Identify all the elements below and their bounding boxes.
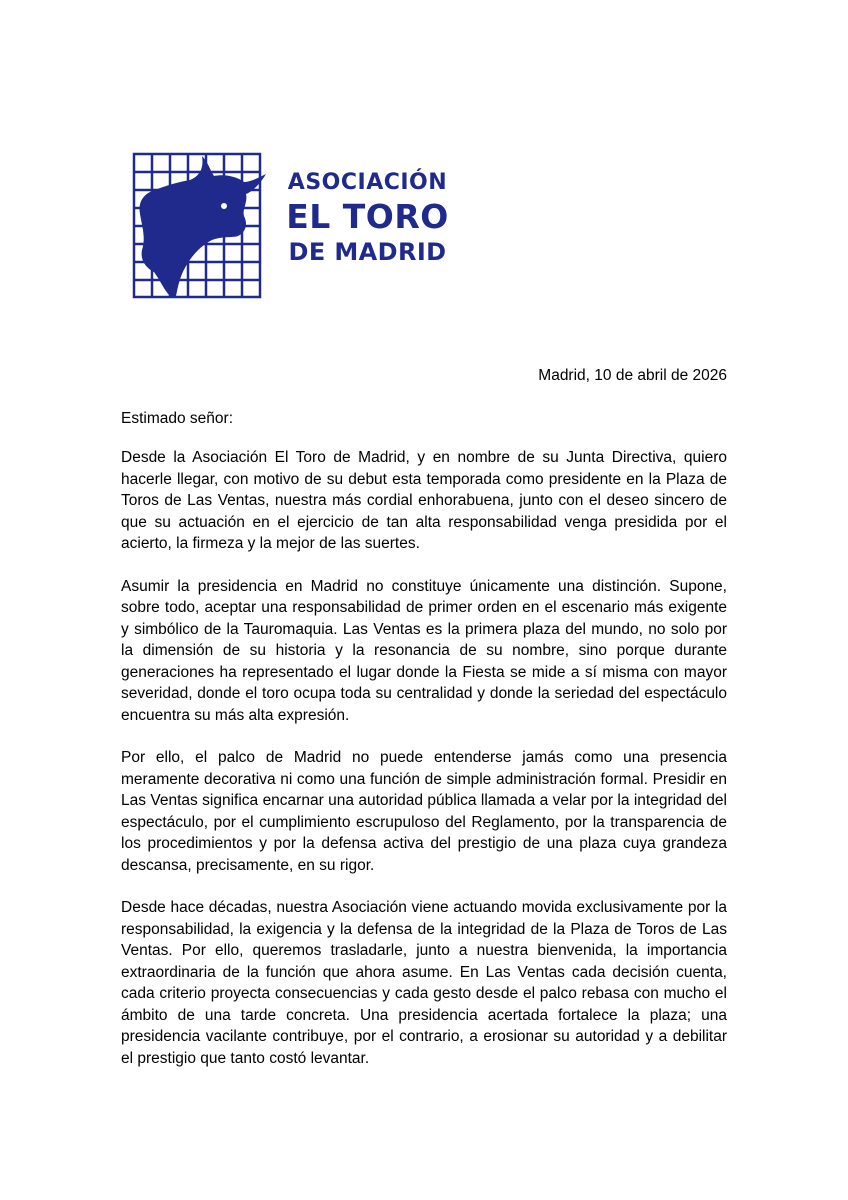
letter-paragraph-3: Por ello, el palco de Madrid no puede entenderse jamás como una presencia meramente decorativa ni como una función de simple administración formal. Presidir en Las Ventas significa encarnar una autoridad pública llamada a velar por la integridad del espectáculo, por el cumplimiento escrupuloso del Reglamento, por la transparencia de los procedimientos y por la defensa activa del prestigio de una plaza cuya grandeza descansa, precisamente, en su rigor. xyxy=(121,749,727,874)
logo-line-de-madrid: DE MADRID xyxy=(288,238,447,266)
letter-paragraph-4: Desde hace décadas, nuestra Asociación viene actuando movida exclusivamente por la responsabilidad, la exigencia y la defensa de la integridad de la Plaza de Toros de Las Ventas. Por ello, queremos trasladarle, junto a nuestra bienvenida, la importancia extraordinaria de la función que ahora asume. En Las Ventas cada decisión cuenta, cada criterio proyecta consecuencias y cada gesto desde el palco rebasa con mucho el ámbito de una tarde concreta. Una presidencia acertada fortalece la plaza; una presidencia vacilante contribuye, por el contrario, a erosionar su autoridad y a debilitar el prestigio que tanto costó levantar. xyxy=(121,899,727,1067)
letter-salutation: Estimado señor: xyxy=(121,410,233,427)
letter-paragraph-2: Asumir la presidencia en Madrid no constituye únicamente una distinción. Supone, sobre todo, aceptar una responsabilidad de primer orden en el escenario más exigente y simbólico de la Tauromaquia. Las Ventas es la primera plaza del mundo, no solo por la dimensión de su historia y la resonancia de su nombre, sino porque durante generaciones ha representado el lugar donde la Fiesta se mide a sí misma con mayor severidad, donde el toro ocupa toda su centralidad y donde la seriedad del espectáculo encuentra su más alta expresión. xyxy=(121,577,727,724)
association-logo xyxy=(120,140,450,310)
letter-body xyxy=(121,447,727,1090)
association-name xyxy=(280,168,455,268)
logo-line-el-toro: EL TORO xyxy=(286,197,449,236)
logo-line-asociacion: ASOCIACIÓN xyxy=(287,170,448,195)
bull-head-grid-icon xyxy=(120,140,270,305)
letter-paragraph-1: Desde la Asociación El Toro de Madrid, y en nombre de su Junta Directiva, quiero hacerle llegar, con motivo de su debut esta temporada como presidente en la Plaza de Toros de Las Ventas, nuestra más cordial enhorabuena, junto con el deseo sincero de que su actuación en el ejercicio de tan alta responsabilidad venga presidida por el acierto, la firmeza y la mejor de las suertes. xyxy=(121,449,727,552)
letter-date: Madrid, 10 de abril de 2026 xyxy=(538,367,727,384)
